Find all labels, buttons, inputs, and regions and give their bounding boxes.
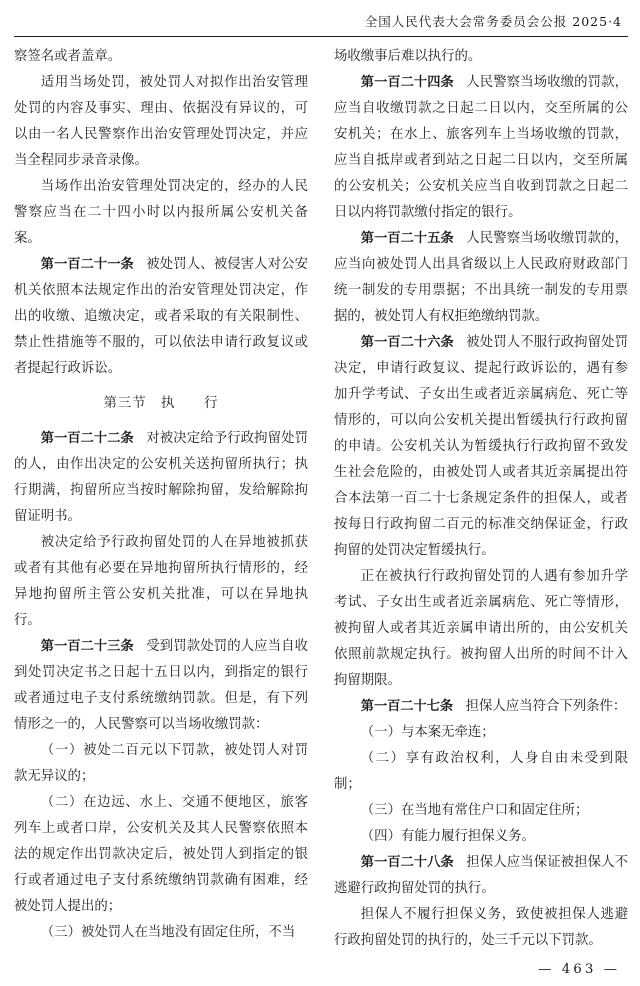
paragraph: 当场作出治安管理处罚决定的，经办的人民警察应当在二十四小时以内报所属公安机关备案。 [14, 179, 308, 246]
paragraph: （一）被处二百元以下罚款，被处罚人对罚款无异议的； [14, 743, 308, 784]
article-text: 对被决定给予行政拘留处罚的人，由作出决定的公安机关送拘留所执行；执行期满，拘留所应当按时解除拘留，发给解除拘留证明书。 [14, 431, 309, 524]
article-text: 被处罚人不服行政拘留处罚决定，申请行政复议、提起行政诉讼的，遇有参加升学考试、子女出生或者近亲属病危、死亡等情形的，可以向公安机关提出暂缓执行行政拘留的申请。公安机关认为暂缓执行行政拘留不致发生社会危险的，由被处罚人或者其近亲属提出符合本法第一百二十七条规定条件的担保人，或者按每日行政拘留二百元的标准交纳保证金，行政拘留的处罚决定暂缓执行。 [334, 335, 629, 558]
article-paragraph [334, 330, 628, 564]
article-text: 人民警察当场收缴罚款的，应当向被处罚人出具省级以上人民政府财政部门统一制发的专用票据；不出具统一制发的专用票据的，被处罚人有权拒绝缴纳罚款。 [334, 231, 629, 324]
article-number: 第一百二十六条 [360, 335, 454, 350]
article-text: 担保人应当保证被担保人不逃避行政拘留处罚的执行。 [334, 855, 629, 896]
paragraph: （一）与本案无牵连； [360, 725, 495, 740]
paragraph: 正在被执行行政拘留处罚的人遇有参加升学考试、子女出生或者近亲属病危、死亡等情形，被拘留人或者其近亲属申请出所的，由公安机关依照前款规定执行。被拘留人出所的时间不计入拘留期限。 [334, 569, 628, 688]
paragraph: 适用当场处罚，被处罚人对拟作出治安管理处罚的内容及事实、理由、依据没有异议的，可以由一名人民警察作出治安管理处罚决定，并应当全程同步录音录像。 [14, 75, 308, 168]
page-title: 全国人民代表大会常务委员会公报 2025·4 [364, 14, 622, 29]
article-number: 第一百二十八条 [360, 855, 454, 870]
article-number: 第一百二十一条 [40, 257, 134, 272]
paragraph: （三）在当地有常住户口和固定住所； [360, 803, 589, 818]
article-paragraph [14, 252, 308, 382]
paragraph: 担保人不履行担保义务，致使被担保人逃避行政拘留处罚的执行的，处三千元以下罚款。 [334, 907, 628, 948]
page-header [14, 0, 628, 37]
article-paragraph [334, 694, 628, 720]
article-paragraph [334, 70, 628, 226]
article-paragraph [14, 634, 308, 738]
right-column [334, 44, 628, 983]
article-text: 担保人应当符合下列条件： [465, 699, 627, 714]
article-paragraph [334, 850, 628, 902]
article-number: 第一百二十五条 [360, 231, 454, 246]
article-number: 第一百二十二条 [40, 431, 134, 446]
article-paragraph [14, 426, 308, 530]
article-number: 第一百二十四条 [360, 75, 454, 90]
article-text: 被处罚人、被侵害人对公安机关依照本法规定作出的治安管理处罚决定，作出的收缴、追缴决定，或者采取的有关限制性、禁止性措施等不服的，可以依法申请行政复议或者提起行政诉讼。 [14, 257, 309, 376]
left-column [14, 44, 308, 983]
section-heading: 第三节 执 行 [103, 396, 219, 411]
paragraph: （四）有能力履行担保义务。 [360, 829, 535, 844]
article-number: 第一百二十三条 [40, 639, 134, 654]
continuation-paragraph: 察签名或者盖章。 [14, 49, 122, 64]
paragraph: （二）享有政治权利，人身自由未受到限制； [334, 751, 628, 792]
article-text: 受到罚款处罚的人应当自收到处罚决定书之日起十五日以内，到指定的银行或者通过电子支付系统缴纳罚款。但是，有下列情形之一的，人民警察可以当场收缴罚款： [14, 639, 309, 732]
paragraph: （二）在边远、水上、交通不便地区，旅客列车上或者口岸，公安机关及其人民警察依照本法的规定作出罚款决定后，被处罚人到指定的银行或者通过电子支付系统缴纳罚款确有困难，经被处罚人提出的； [14, 795, 308, 914]
article-paragraph [334, 226, 628, 330]
paragraph: （三）被处罚人在当地没有固定住所，不当 [40, 925, 296, 940]
page-number: — 463 — [538, 962, 620, 977]
two-column-body [14, 37, 628, 983]
article-text: 人民警察当场收缴的罚款，应当自收缴罚款之日起二日以内，交至所属的公安机关；在水上、旅客列车上当场收缴的罚款，应当自抵岸或者到站之日起二日以内，交至所属的公安机关；公安机关应当自收到罚款之日起二日以内将罚款缴付指定的银行。 [334, 75, 629, 220]
paragraph: 被决定给予行政拘留处罚的人在异地被抓获或者有其他有必要在异地拘留所执行情形的，经异地拘留所主管公安机关批准，可以在异地执行。 [14, 535, 308, 628]
article-number: 第一百二十七条 [360, 699, 454, 714]
continuation-paragraph: 场收缴事后难以执行的。 [334, 49, 482, 64]
